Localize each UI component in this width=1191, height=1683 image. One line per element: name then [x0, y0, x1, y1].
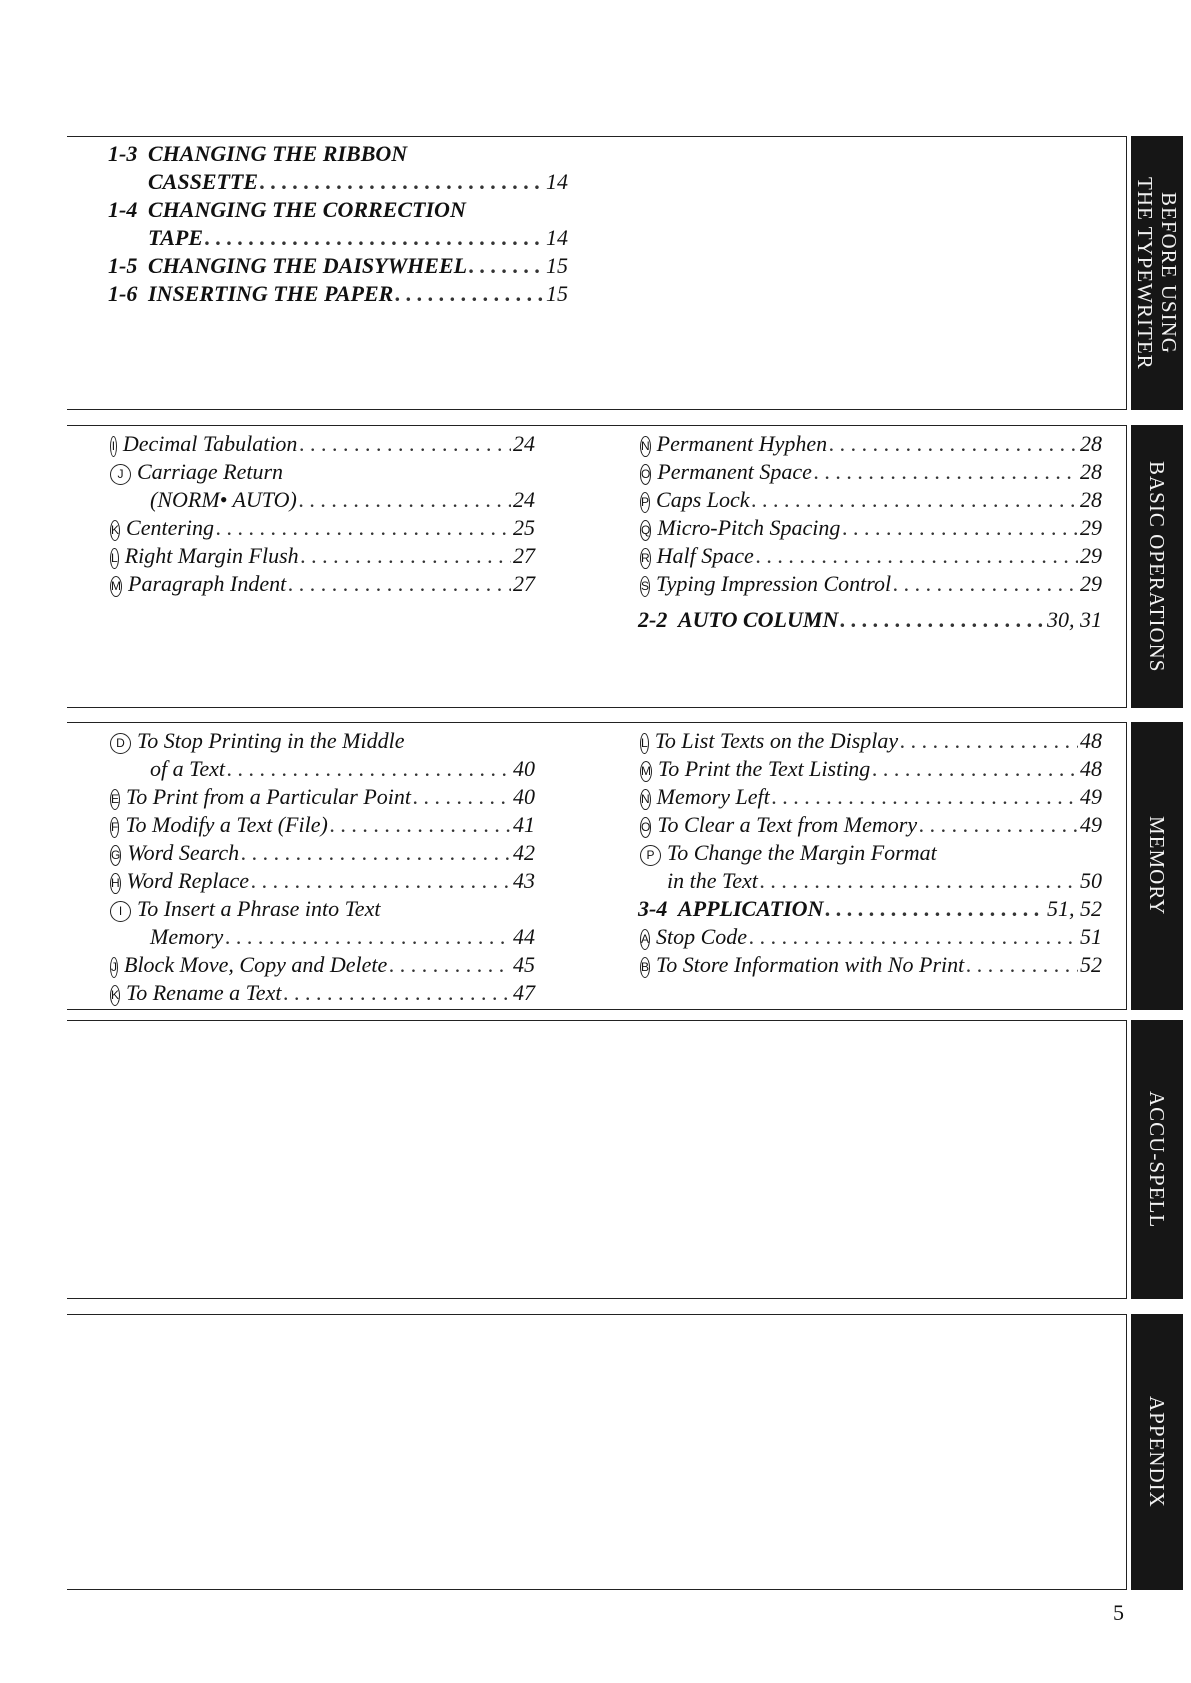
- circled-letter-badge: I: [110, 901, 131, 922]
- circled-letter-badge: P: [640, 492, 650, 513]
- circled-letter-badge: B: [640, 957, 650, 978]
- entry-title: Typing Impression Control: [656, 571, 892, 596]
- dot-leader: [893, 570, 1078, 598]
- tab-label: [1145, 1091, 1169, 1228]
- toc-column-section2-left: [110, 430, 535, 598]
- toc-entry-1-5[interactable]: [108, 252, 568, 280]
- entry-title: To Change the Margin Format: [667, 840, 937, 865]
- section-bottom-rule: [67, 1589, 1127, 1590]
- section-bottom-rule: [67, 1298, 1127, 1299]
- entry-page: 30, 31: [1047, 607, 1102, 632]
- section-right-rule: [1126, 722, 1127, 1010]
- entry-number: 3-4: [638, 896, 668, 921]
- entry-title: To Stop Printing in the Middle: [137, 728, 405, 753]
- entry-title: APPLICATION: [678, 896, 824, 921]
- dot-leader: [749, 923, 1078, 951]
- dot-leader: [825, 895, 1045, 923]
- toc-entry[interactable]: [110, 951, 535, 979]
- circled-letter-badge: J: [110, 464, 131, 485]
- entry-page: 43: [513, 868, 535, 893]
- entry-title: of a Text: [150, 756, 225, 781]
- entry-number: 1-3: [108, 141, 138, 166]
- entry-page: 48: [1080, 728, 1102, 753]
- entry-page: 28: [1080, 431, 1102, 456]
- entry-page: 49: [1080, 812, 1102, 837]
- entry-page: 44: [513, 924, 535, 949]
- toc-entry[interactable]: [640, 811, 1102, 839]
- dot-leader: [283, 979, 511, 1007]
- section-bottom-rule: [67, 1009, 1127, 1010]
- dot-leader: [301, 542, 511, 570]
- entry-title: To List Texts on the Display: [654, 728, 899, 753]
- toc-entry[interactable]: [640, 755, 1102, 783]
- circled-letter-badge: E: [110, 789, 120, 810]
- entry-title: in the Text: [667, 868, 758, 893]
- dot-leader: [840, 606, 1045, 634]
- entry-page: 40: [513, 756, 535, 781]
- section-appendix: [67, 1314, 1127, 1590]
- toc-entry-1-4-cont[interactable]: [108, 224, 568, 252]
- toc-entry-cont[interactable]: [110, 923, 535, 951]
- entry-title: Permanent Hyphen: [656, 431, 828, 456]
- entry-title: Word Search: [127, 840, 240, 865]
- tab-label-line: ACCU-SPELL: [1145, 1090, 1169, 1229]
- tab-label: [1145, 1396, 1169, 1508]
- entry-title: CASSETTE: [148, 169, 259, 194]
- toc-entry[interactable]: [110, 783, 535, 811]
- toc-entry-cont[interactable]: [110, 755, 535, 783]
- page-number: 5: [1113, 1600, 1124, 1625]
- toc-entry[interactable]: [640, 514, 1102, 542]
- dot-leader: [241, 839, 511, 867]
- entry-page: 27: [513, 543, 535, 568]
- toc-entry-1-6[interactable]: [108, 280, 568, 308]
- section-top-rule: [67, 1020, 1127, 1021]
- circled-letter-badge: H: [110, 873, 121, 894]
- dot-leader: [814, 458, 1078, 486]
- entry-title: Block Move, Copy and Delete: [124, 952, 388, 977]
- entry-title: TAPE: [148, 225, 204, 250]
- entry-page: 29: [1080, 515, 1102, 540]
- tab-memory[interactable]: [1131, 722, 1183, 1010]
- toc-column-section1: [108, 140, 568, 308]
- toc-entry[interactable]: [110, 542, 535, 570]
- toc-entry[interactable]: [640, 542, 1102, 570]
- circled-letter-badge: Q: [640, 520, 651, 541]
- entry-title: Half Space: [656, 543, 754, 568]
- entry-number: 1-6: [108, 281, 138, 306]
- section-right-rule: [1126, 1020, 1127, 1299]
- dot-leader: [919, 811, 1078, 839]
- tab-appendix[interactable]: [1131, 1314, 1183, 1590]
- dot-leader: [251, 867, 511, 895]
- entry-title: INSERTING THE PAPER: [148, 281, 394, 306]
- entry-title: AUTO COLUMN: [678, 607, 839, 632]
- entry-number: 1-5: [108, 253, 138, 278]
- toc-column-section3-right: [640, 727, 1102, 895]
- toc-entry[interactable]: [640, 923, 1102, 951]
- entry-title: Micro-Pitch Spacing: [657, 515, 841, 540]
- circled-letter-badge: O: [640, 464, 651, 485]
- entry-number: 2-2: [638, 607, 668, 632]
- section-right-rule: [1126, 425, 1127, 708]
- entry-title: To Print from a Particular Point: [126, 784, 412, 809]
- dot-leader: [227, 755, 511, 783]
- entry-title: To Insert a Phrase into Text: [137, 896, 381, 921]
- dot-leader: [469, 252, 544, 280]
- dot-leader: [299, 430, 511, 458]
- toc-entry[interactable]: [110, 514, 535, 542]
- tab-label-line: BASIC OPERATIONS: [1145, 460, 1169, 673]
- toc-entry[interactable]: [640, 951, 1102, 979]
- entry-page: 15: [546, 281, 568, 306]
- entry-page: 48: [1080, 756, 1102, 781]
- toc-entry-cont[interactable]: [640, 867, 1102, 895]
- section-top-rule: [67, 136, 1127, 137]
- entry-page: 29: [1080, 571, 1102, 596]
- tab-label-line: MEMORY: [1145, 816, 1169, 916]
- entry-title: To Store Information with No Print: [656, 952, 965, 977]
- entry-page: 28: [1080, 487, 1102, 512]
- toc-entry[interactable]: [110, 458, 535, 486]
- dot-leader: [299, 486, 511, 514]
- section-top-rule: [67, 425, 1127, 426]
- dot-leader: [772, 783, 1078, 811]
- circled-letter-badge: N: [640, 436, 651, 457]
- entry-title: CHANGING THE CORRECTION: [148, 197, 466, 222]
- toc-entry-1-3-cont[interactable]: [108, 168, 568, 196]
- circled-letter-badge: G: [110, 845, 121, 866]
- tab-label: [1145, 461, 1169, 672]
- toc-entry[interactable]: [110, 979, 535, 1007]
- toc-entry[interactable]: [110, 570, 535, 598]
- section-right-rule: [1126, 136, 1127, 410]
- entry-title: Caps Lock: [656, 487, 750, 512]
- dot-leader: [288, 570, 511, 598]
- circled-letter-badge: R: [640, 548, 651, 569]
- entry-page: 24: [513, 487, 535, 512]
- tab-label: [1145, 816, 1169, 915]
- entry-page: 47: [513, 980, 535, 1005]
- dot-leader: [966, 951, 1078, 979]
- section-accu-spell: [67, 1020, 1127, 1299]
- dot-leader: [842, 514, 1078, 542]
- entry-page: 45: [513, 952, 535, 977]
- entry-title: To Print the Text Listing: [658, 756, 871, 781]
- tab-label-line: THE TYPEWRITER: [1133, 176, 1157, 370]
- entry-title: To Rename a Text: [126, 980, 282, 1005]
- circled-letter-badge: J: [110, 957, 118, 978]
- toc-entry[interactable]: [640, 570, 1102, 598]
- tab-before-using[interactable]: [1131, 136, 1183, 410]
- dot-leader: [395, 280, 544, 308]
- entry-title: To Clear a Text from Memory: [657, 812, 918, 837]
- toc-entry[interactable]: [110, 839, 535, 867]
- dot-leader: [872, 755, 1078, 783]
- entry-title: Memory Left: [656, 784, 770, 809]
- tab-accu-spell[interactable]: [1131, 1020, 1183, 1299]
- entry-page: 52: [1080, 952, 1102, 977]
- toc-column-section3-left: [110, 727, 535, 1007]
- entry-title: To Modify a Text (File): [125, 812, 328, 837]
- entry-title: CHANGING THE RIBBON: [148, 141, 408, 166]
- entry-page: 14: [546, 225, 568, 250]
- dot-leader: [900, 727, 1078, 755]
- circled-letter-badge: S: [640, 576, 650, 597]
- entry-title: Carriage Return: [137, 459, 284, 484]
- toc-heading-3-4: [638, 895, 1102, 923]
- entry-title: Word Replace: [126, 868, 250, 893]
- entry-page: 40: [513, 784, 535, 809]
- circled-letter-badge: D: [110, 733, 131, 754]
- toc-entry[interactable]: [640, 430, 1102, 458]
- dot-leader: [752, 486, 1078, 514]
- toc-entry[interactable]: [640, 727, 1102, 755]
- entry-page: 28: [1080, 459, 1102, 484]
- entry-title: Stop Code: [656, 924, 748, 949]
- toc-entry[interactable]: [110, 867, 535, 895]
- dot-leader: [413, 783, 511, 811]
- dot-leader: [205, 224, 544, 252]
- dot-leader: [829, 430, 1078, 458]
- circled-letter-badge: L: [110, 548, 119, 569]
- tab-label: [1133, 177, 1181, 370]
- entry-page: 51, 52: [1047, 896, 1102, 921]
- entry-title: Decimal Tabulation: [122, 431, 298, 456]
- toc-entry[interactable]: [110, 895, 535, 923]
- entry-page: 50: [1080, 868, 1102, 893]
- toc-column-section2-right: [640, 430, 1102, 598]
- circled-letter-badge: I: [110, 436, 117, 457]
- toc-column-section3-sub: [640, 923, 1102, 979]
- entry-title: Right Margin Flush: [124, 543, 299, 568]
- circled-letter-badge: F: [110, 817, 119, 838]
- entry-title: Permanent Space: [657, 459, 812, 484]
- entry-page: 29: [1080, 543, 1102, 568]
- tab-label-line: APPENDIX: [1145, 1396, 1169, 1508]
- entry-title: (NORM• AUTO): [150, 487, 297, 512]
- circled-letter-badge: N: [640, 789, 651, 810]
- toc-entry[interactable]: [110, 811, 535, 839]
- dot-leader: [330, 811, 511, 839]
- tab-label-line: BEFORE USING: [1157, 192, 1181, 354]
- entry-page: 41: [513, 812, 535, 837]
- circled-letter-badge: M: [110, 576, 122, 597]
- entry-page: 42: [513, 840, 535, 865]
- dot-leader: [389, 951, 511, 979]
- entry-title: Memory: [150, 924, 224, 949]
- entry-title: Centering: [126, 515, 215, 540]
- entry-title: Paragraph Indent: [128, 571, 287, 596]
- entry-page: 49: [1080, 784, 1102, 809]
- circled-letter-badge: A: [640, 929, 650, 950]
- circled-letter-badge: K: [110, 985, 120, 1006]
- entry-page: 25: [513, 515, 535, 540]
- toc-entry-1-4[interactable]: [108, 196, 568, 224]
- toc-entry-cont[interactable]: [110, 486, 535, 514]
- entry-page: 24: [513, 431, 535, 456]
- toc-entry[interactable]: [110, 430, 535, 458]
- section-bottom-rule: [67, 409, 1127, 410]
- toc-entry-1-3[interactable]: [108, 140, 568, 168]
- entry-number: 1-4: [108, 197, 138, 222]
- entry-page: 14: [546, 169, 568, 194]
- dot-leader: [760, 867, 1078, 895]
- circled-letter-badge: O: [640, 817, 651, 838]
- circled-letter-badge: P: [640, 845, 661, 866]
- toc-entry[interactable]: [110, 727, 535, 755]
- entry-page: 27: [513, 571, 535, 596]
- circled-letter-badge: L: [640, 733, 649, 754]
- tab-basic-operations[interactable]: [1131, 425, 1183, 708]
- toc-entry[interactable]: [640, 486, 1102, 514]
- circled-letter-badge: K: [110, 520, 120, 541]
- section-top-rule: [67, 1314, 1127, 1315]
- dot-leader: [756, 542, 1078, 570]
- toc-entry-2-2[interactable]: [638, 606, 1102, 634]
- entry-page: 51: [1080, 924, 1102, 949]
- dot-leader: [225, 923, 511, 951]
- section-right-rule: [1126, 1314, 1127, 1590]
- toc-entry[interactable]: [640, 839, 1102, 867]
- section-top-rule: [67, 722, 1127, 723]
- dot-leader: [260, 168, 544, 196]
- toc-heading-2-2: [638, 606, 1102, 634]
- section-bottom-rule: [67, 707, 1127, 708]
- entry-title: CHANGING THE DAISYWHEEL: [148, 253, 468, 278]
- entry-page: 15: [546, 253, 568, 278]
- toc-entry[interactable]: [640, 458, 1102, 486]
- toc-entry[interactable]: [640, 783, 1102, 811]
- circled-letter-badge: M: [640, 761, 652, 782]
- toc-entry-3-4[interactable]: [638, 895, 1102, 923]
- dot-leader: [216, 514, 511, 542]
